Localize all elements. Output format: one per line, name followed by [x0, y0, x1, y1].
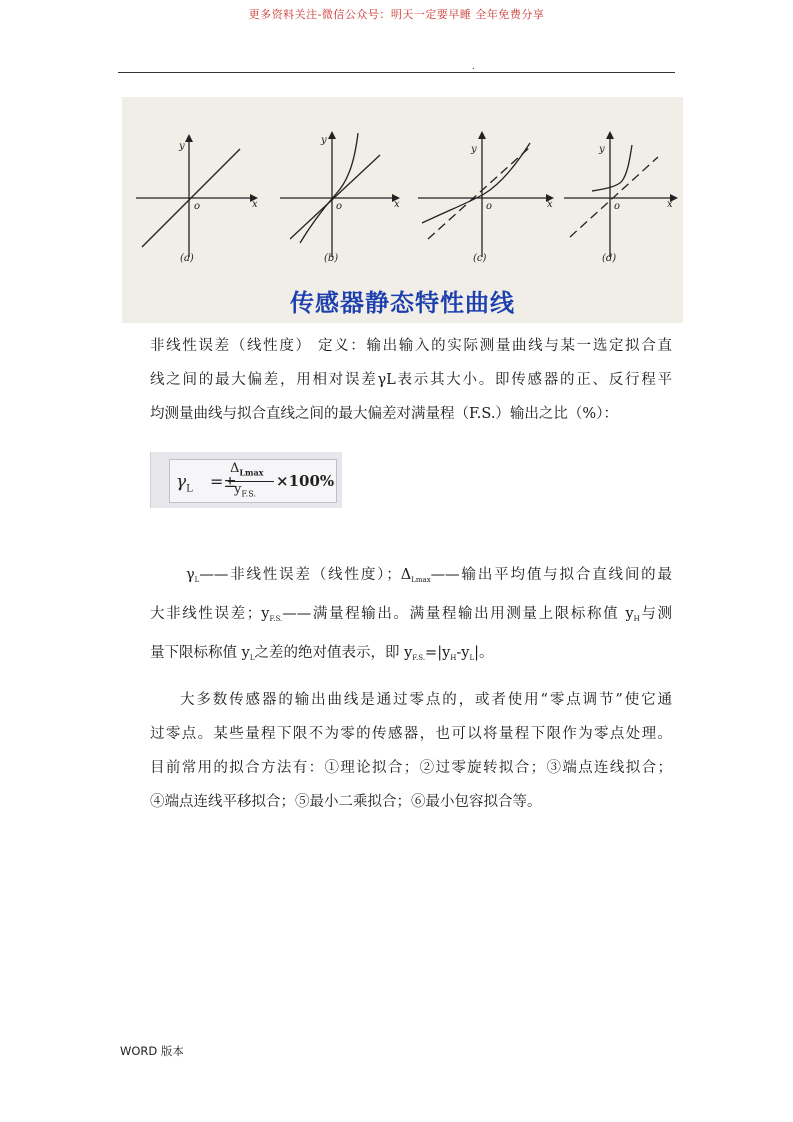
panel-b-y-arrow [328, 131, 336, 139]
panel-d-y-label: y [599, 144, 605, 155]
header-mark: . [472, 62, 475, 72]
panel-b-x-label: x [394, 199, 400, 210]
panel-d-origin: o [614, 201, 621, 212]
fitting-methods-paragraph [150, 683, 672, 819]
definition-paragraph [150, 329, 672, 431]
formula-equals: =± [210, 472, 237, 491]
panel-d-y-arrow [606, 131, 614, 139]
panel-a-x-label: x [252, 199, 258, 210]
panel-c-y-label: y [471, 144, 477, 155]
para3-line1: 大多数传感器的输出曲线是通过零点的，或者使用“零点调节”使它通 [180, 692, 672, 708]
formula-denominator: $y_{F.S.}$ [234, 482, 256, 499]
formula-numerator: $\Delta_{Lmax}$ [230, 461, 264, 478]
panel-b-caption: (b) [324, 253, 339, 264]
formula-multiplier: ×100% [276, 472, 335, 490]
panel-d-x-label: x [667, 199, 673, 210]
panel-a-origin: o [194, 201, 201, 212]
panel-b-origin: o [336, 201, 343, 212]
para1-line1: 非线性误差（线性度） 定义：输出输入的实际测量曲线与某一选定拟合直 [150, 338, 672, 354]
panel-d-caption: (d) [602, 253, 617, 264]
panel-c-y-arrow [478, 131, 486, 139]
panel-d-fit-line [570, 157, 658, 237]
footer-label: WORD 版本 [120, 1044, 184, 1058]
panel-d-curve [592, 145, 632, 191]
static-characteristic-figure [122, 97, 683, 323]
formula-gamma: $\gamma_L$ [176, 472, 193, 495]
para1-line2: 线之间的最大偏差，用相对误差γL表示其大小。即传感器的正、反行程平 [150, 372, 672, 388]
para3-line2: 过零点。某些量程下限不为零的传感器，也可以将量程下限作为零点处理。 [150, 726, 672, 742]
linearity-formula-image [150, 452, 342, 508]
formula-box [169, 459, 337, 503]
panel-a-y-arrow [185, 134, 193, 142]
para2-line1: $\gamma_L——$非线性误差（线性度）；$\Delta_{Lmax}——$输出平均值与拟合直线间的最 [186, 567, 672, 584]
panel-a-caption: (a) [180, 253, 194, 264]
para1-line3: 均测量曲线与拟合直线之间的最大偏差对满量程（F.S.）输出之比（%）： [150, 406, 618, 422]
symbol-explanation-paragraph [150, 558, 672, 675]
panel-a-y-label: y [179, 141, 185, 152]
panel-b-y-label: y [321, 135, 327, 146]
panel-c-fit-line [428, 147, 530, 239]
panel-b-curve [300, 133, 358, 243]
para3-line4: ④端点连线平移拟合；⑤最小二乘拟合；⑥最小包容拟合等。 [150, 794, 542, 810]
panel-c-origin: o [486, 201, 493, 212]
para2-line2: 大非线性误差；$y_{F.S.}——$满量程输出。满量程输出用测量上限标称值 $y_H$与测 [150, 606, 672, 623]
para2-line3: 量下限标称值 $y_L$之差的绝对值表示，即 $y_{F.S.}=|y_H-y_L|$。 [150, 645, 494, 662]
panel-b-fit-line [290, 155, 380, 239]
top-banner: 更多资料关注-微信公众号：明天一定要早睡 全年免费分享 [248, 8, 545, 21]
figure-title: 传感器静态特性曲线 [290, 289, 515, 317]
header-rule [118, 72, 675, 73]
panel-c-curve [422, 143, 530, 223]
panel-c-caption: (c) [473, 253, 487, 264]
para3-line3: 目前常用的拟合方法有：①理论拟合；②过零旋转拟合；③端点连线拟合； [150, 760, 672, 776]
panel-c-x-label: x [547, 199, 553, 210]
